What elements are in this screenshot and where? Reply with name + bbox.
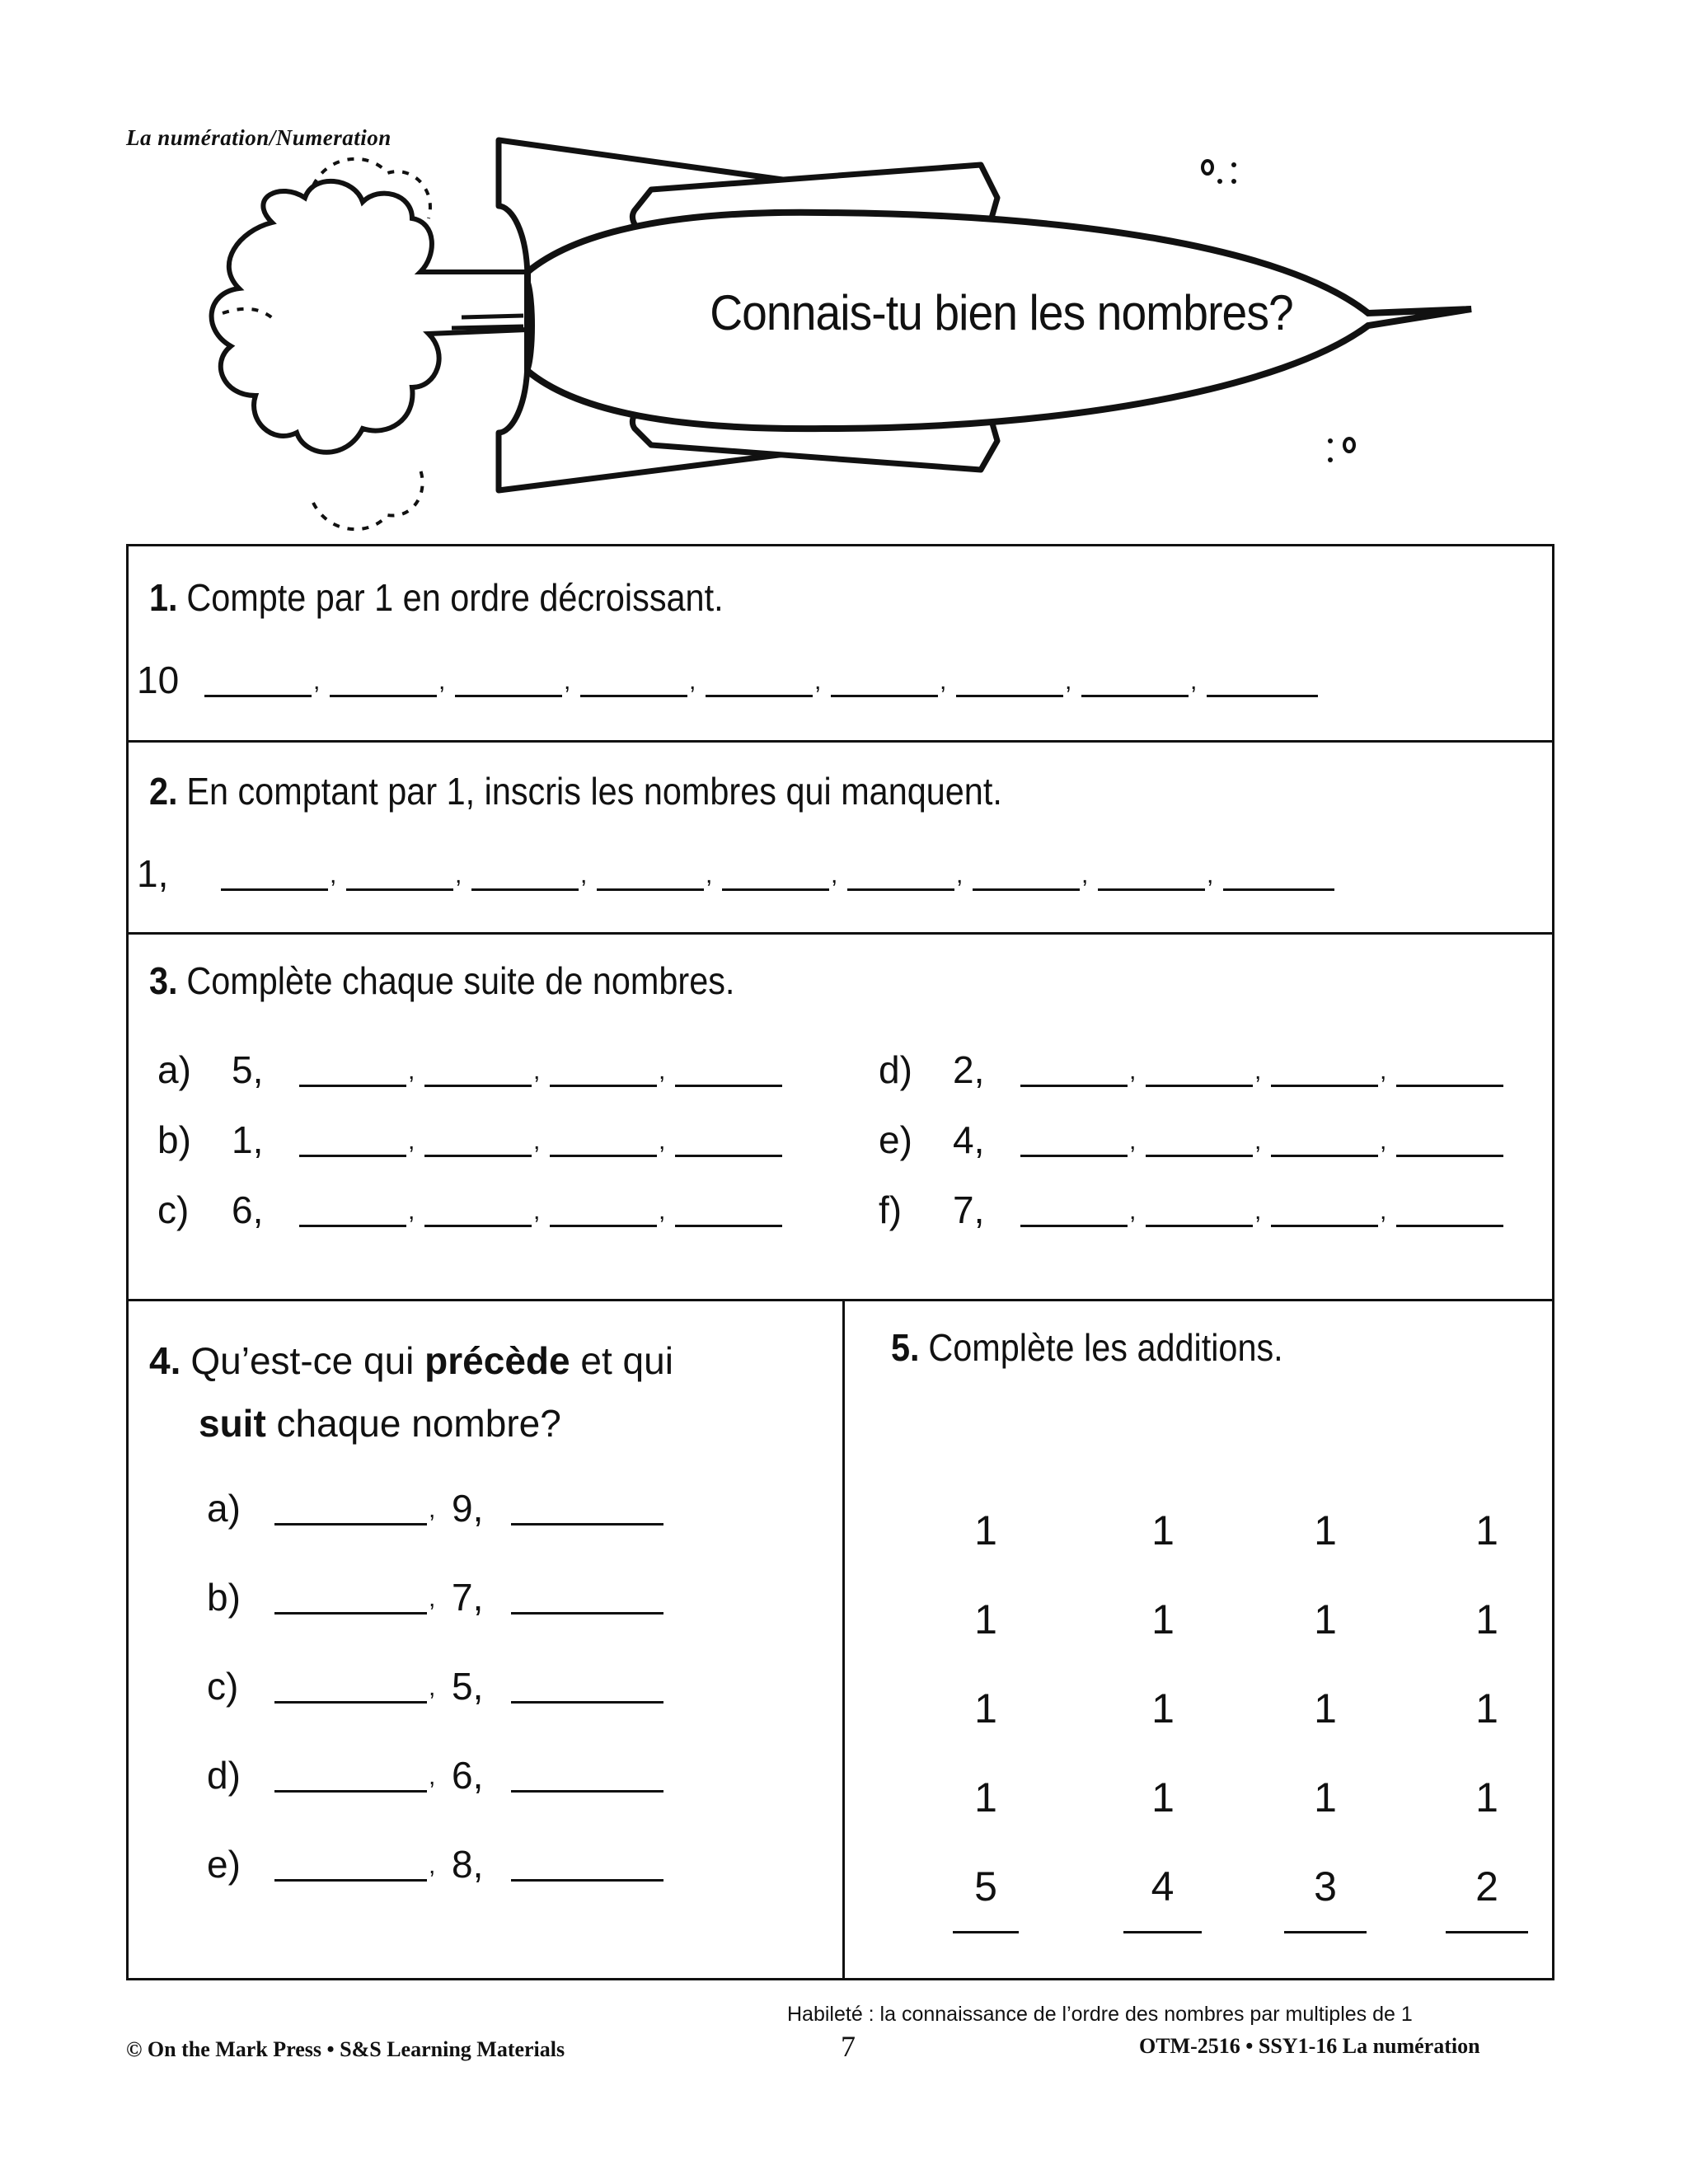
follow-blank[interactable] [511,1523,663,1526]
follow-blank[interactable] [511,1879,663,1882]
product-code: OTM-2516 • SSY1-16 La numération [1139,2034,1480,2058]
page-number: 7 [841,2030,856,2063]
answer-blank[interactable] [1271,1225,1378,1227]
q5-prompt: 5. Complète les additions. [891,1326,1283,1369]
addition-column-3: 1 1 1 1 3 [1276,1486,1375,1933]
q3-item-d: d) 2, , , , [879,1047,1505,1092]
answer-blank[interactable] [706,695,813,697]
precede-blank[interactable] [274,1612,427,1615]
answer-blank[interactable] [580,695,687,697]
answer-blank[interactable] [299,1225,406,1227]
answer-blank[interactable] [1146,1155,1253,1157]
answer-blank[interactable] [424,1085,532,1087]
q1-answer-row: 10 , , , , , , , , [137,658,1320,702]
addition-column-2: 1 1 1 1 4 [1114,1486,1212,1933]
answer-blank[interactable] [550,1225,657,1227]
answer-blank[interactable] [1207,695,1318,697]
addition-column-4: 1 1 1 1 2 [1437,1486,1536,1933]
answer-blank[interactable] [204,695,312,697]
answer-blank[interactable] [424,1155,532,1157]
q4-item-a: a) , 9, [207,1486,665,1530]
divider-q2-q3 [129,932,1552,935]
divider-q1-q2 [129,740,1552,743]
answer-blank[interactable] [1396,1085,1503,1087]
q3-item-b: b) 1, , , , [157,1118,784,1162]
answer-blank[interactable] [675,1225,782,1227]
q4-item-c: c) , 5, [207,1664,665,1708]
worksheet-frame [126,544,1554,1980]
answer-blank[interactable] [346,888,453,891]
answer-blank[interactable] [1396,1155,1503,1157]
q4-prompt: 4. Qu’est-ce qui précède et qui suit chaque nombre? [149,1339,673,1445]
q4-item-d: d) , 6, [207,1753,665,1797]
answer-blank[interactable] [1271,1085,1378,1087]
answer-blank[interactable] [675,1085,782,1087]
q2-answer-row: 1, , , , , , , , , [137,851,1336,896]
answer-blank[interactable] [1081,695,1189,697]
divider-q3-q45 [129,1299,1552,1301]
answer-blank[interactable] [330,695,437,697]
q3-item-a: a) 5, , , , [157,1047,784,1092]
answer-blank[interactable] [597,888,704,891]
q3-item-e: e) 4, , , , [879,1118,1505,1162]
divider-q4-q5 [842,1299,845,1978]
answer-blank[interactable] [1396,1225,1503,1227]
answer-blank[interactable] [550,1085,657,1087]
q3-item-f: f) 7, , , , [879,1188,1505,1232]
answer-blank[interactable] [1146,1225,1253,1227]
answer-blank[interactable] [1020,1225,1128,1227]
answer-blank[interactable] [221,888,328,891]
answer-blank[interactable] [1146,1085,1253,1087]
section-label: La numération/Numeration [126,125,392,150]
answer-blank[interactable] [1223,888,1334,891]
answer-blank[interactable] [675,1155,782,1157]
answer-blank[interactable] [831,695,938,697]
answer-blank[interactable] [471,888,579,891]
answer-blank[interactable] [722,888,829,891]
addition-column-1: 1 1 1 1 5 [936,1486,1035,1933]
answer-blank[interactable] [956,695,1063,697]
answer-blank[interactable] [299,1085,406,1087]
follow-blank[interactable] [511,1790,663,1793]
answer-blank[interactable] [973,888,1080,891]
worksheet-title: Connais-tu bien les nombres? [710,285,1293,340]
precede-blank[interactable] [274,1879,427,1882]
follow-blank[interactable] [511,1612,663,1615]
rocket-illustration-icon [190,136,1508,548]
answer-blank[interactable] [1020,1155,1128,1157]
answer-blank[interactable] [550,1155,657,1157]
answer-blank[interactable] [424,1225,532,1227]
answer-blank[interactable] [847,888,954,891]
precede-blank[interactable] [274,1701,427,1704]
q3-prompt: 3. Complète chaque suite de nombres. [149,959,735,1002]
q1-prompt: 1. Compte par 1 en ordre décroissant. [149,576,724,619]
skill-note: Habileté : la connaissance de l’ordre des nombres par multiples de 1 [787,2003,1413,2026]
q4-item-e: e) , 8, [207,1842,665,1886]
follow-blank[interactable] [511,1701,663,1704]
answer-blank[interactable] [1271,1155,1378,1157]
precede-blank[interactable] [274,1790,427,1793]
q3-item-c: c) 6, , , , [157,1188,784,1232]
q2-prompt: 2. En comptant par 1, inscris les nombres qui manquent. [149,770,1002,813]
answer-blank[interactable] [455,695,562,697]
answer-blank[interactable] [1020,1085,1128,1087]
precede-blank[interactable] [274,1523,427,1526]
answer-blank[interactable] [1098,888,1205,891]
copyright: © On the Mark Press • S&S Learning Materials [126,2037,565,2061]
answer-blank[interactable] [299,1155,406,1157]
q4-item-b: b) , 7, [207,1575,665,1619]
